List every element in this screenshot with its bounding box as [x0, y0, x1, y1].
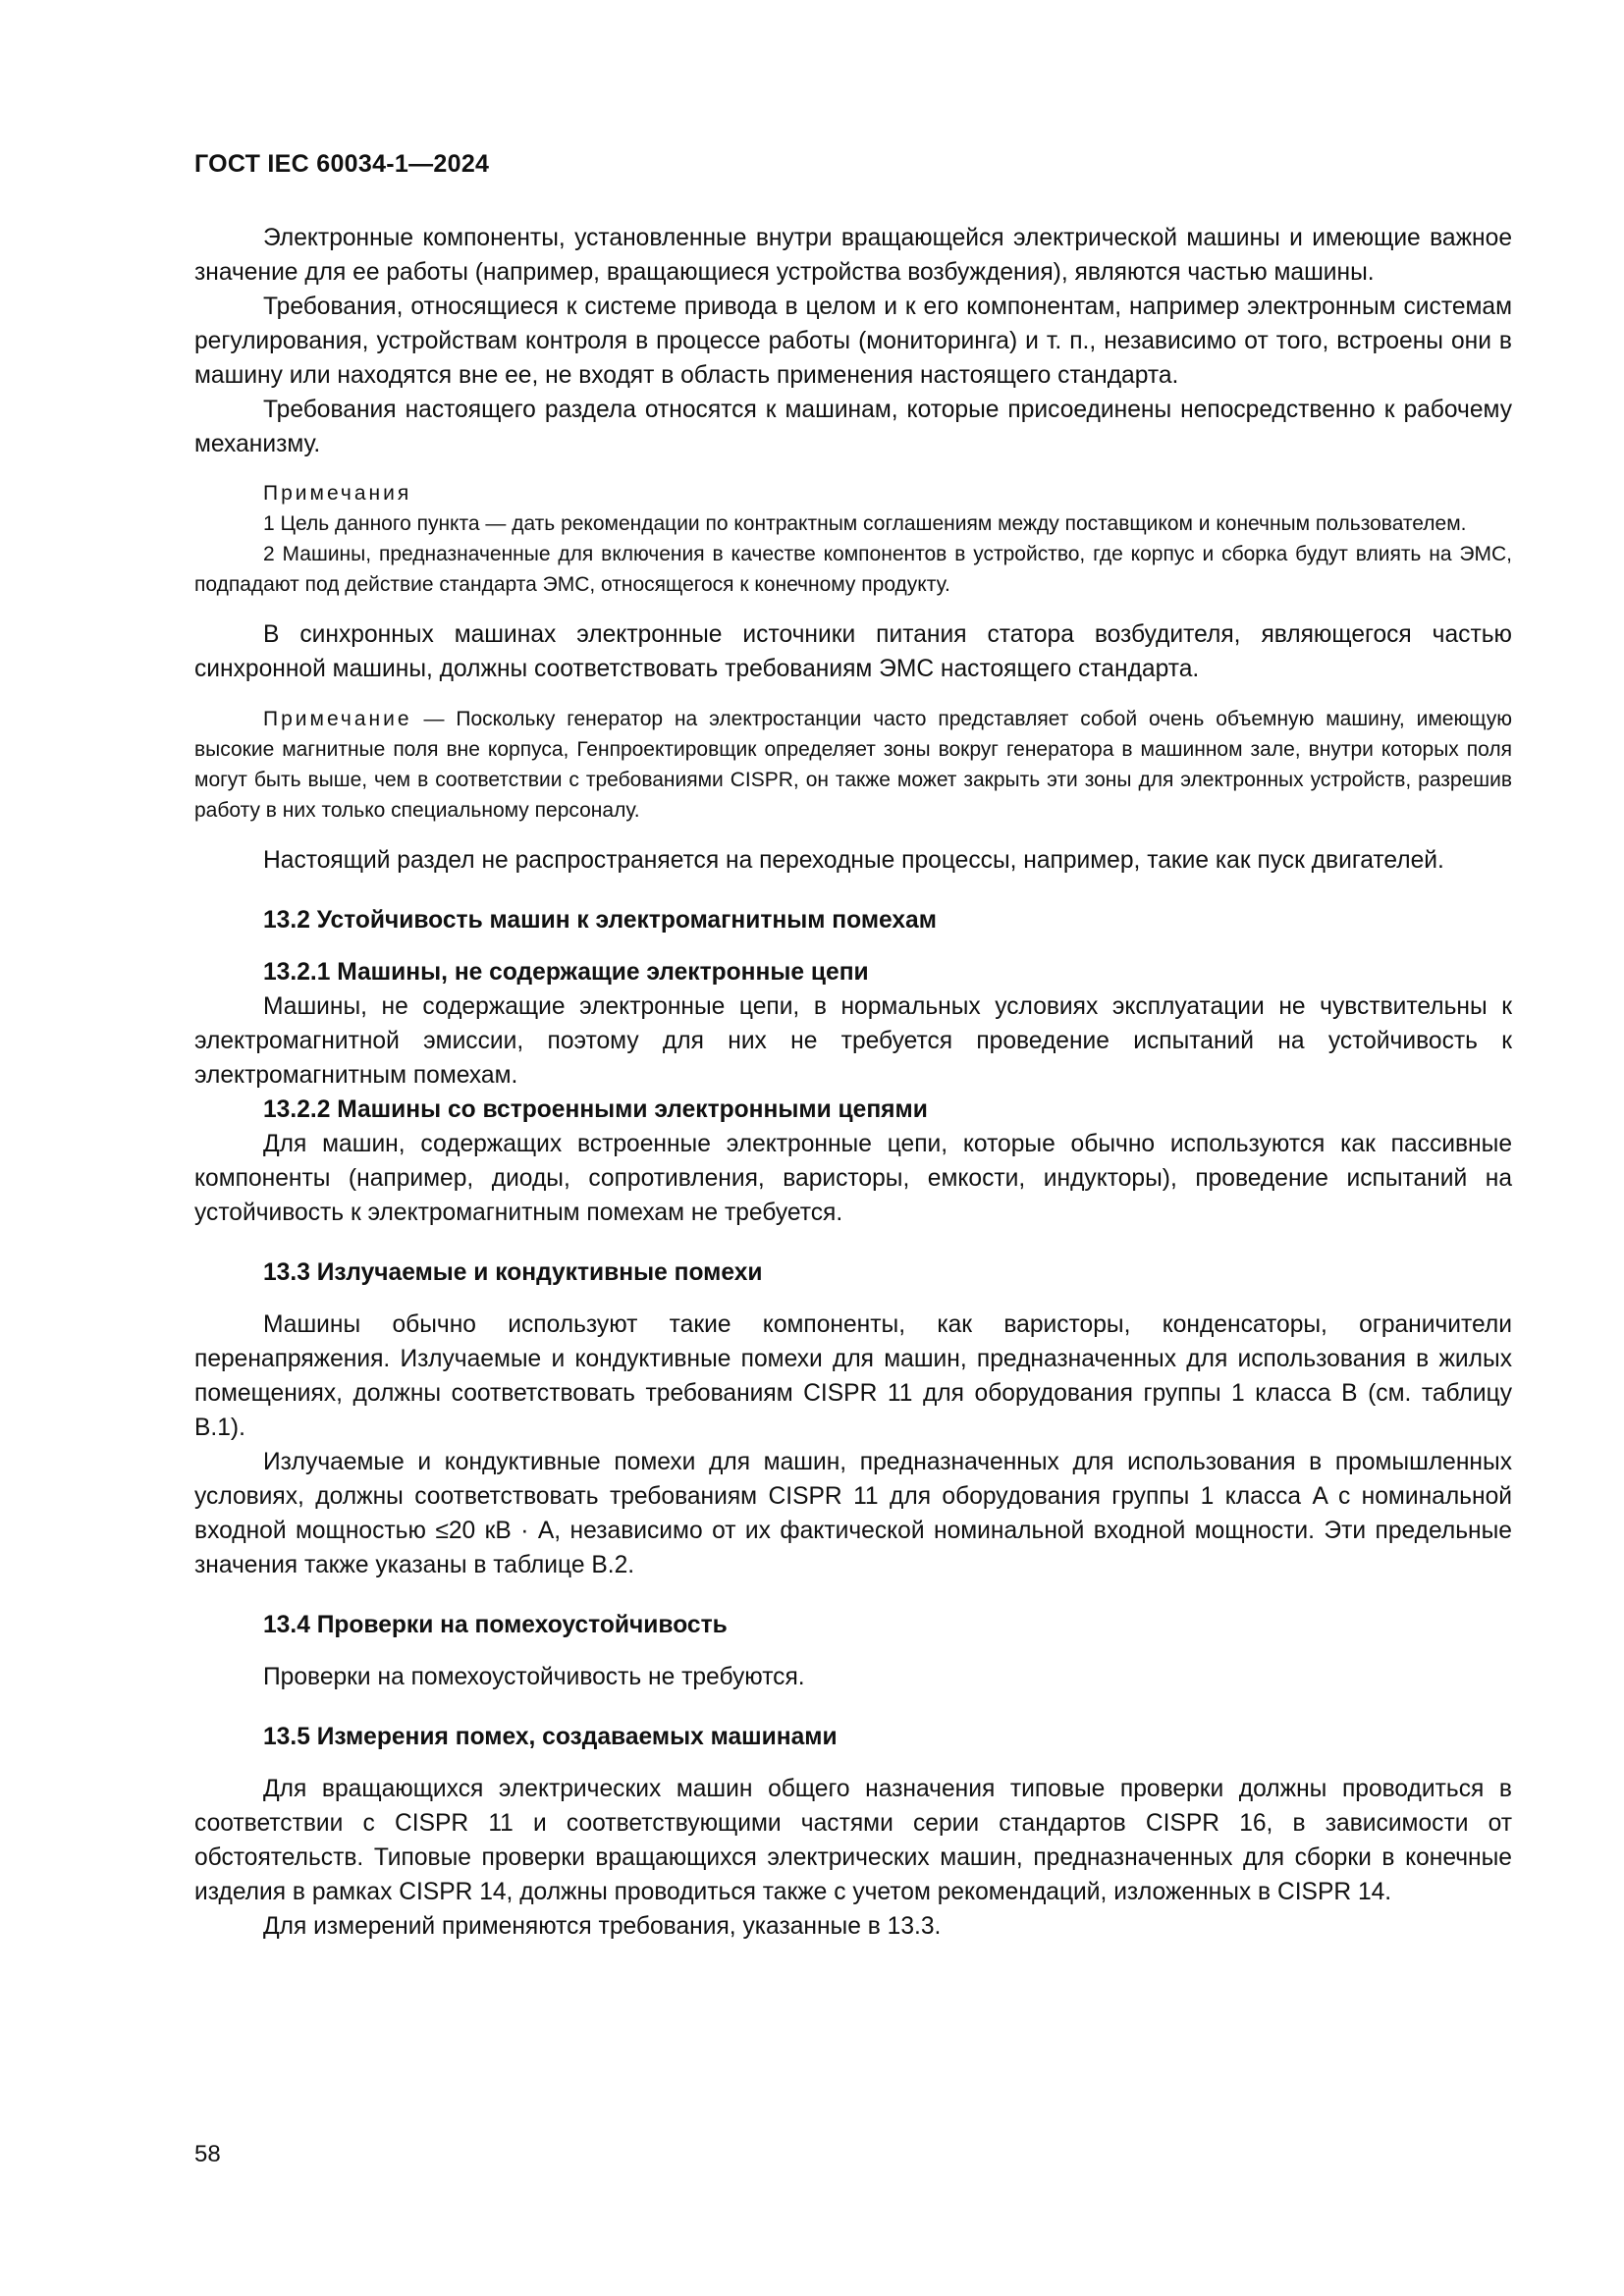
section-heading-13-3: 13.3 Излучаемые и кондуктивные помехи	[263, 1259, 763, 1286]
document-id-header: ГОСТ IEC 60034-1—2024	[194, 150, 490, 178]
section-heading-13-2-1: 13.2.1 Машины, не содержащие электронные цепи	[263, 959, 869, 986]
paragraph: Для машин, содержащих встроенные электронные цепи, которые обычно используются как пассивные компоненты (например, диоды, сопротивления, варисторы, емкости, индукторы), проведение испытаний на устойчивость к электромагнитным помехам не требуется.	[194, 1131, 1512, 1226]
paragraph: Машины, не содержащие электронные цепи, в нормальных условиях эксплуатации не чувствительны к электромагнитной эмиссии, поэтому для них не требуется проведение испытаний на устойчивость к электромагнитным помехам.	[194, 993, 1512, 1089]
section-heading-13-4: 13.4 Проверки на помехоустойчивость	[263, 1612, 728, 1638]
paragraph: В синхронных машинах электронные источники питания статора возбудителя, являющегося частью синхронной машины, должны соответствовать требованиям ЭМС настоящего стандарта.	[194, 621, 1512, 682]
paragraph: Настоящий раздел не распространяется на переходные процессы, например, такие как пуск двигателей.	[263, 847, 1444, 874]
note-item: 1 Цель данного пункта — дать рекомендации по контрактным соглашениям между поставщиком и конечным пользователем.	[263, 512, 1467, 535]
paragraph: Для измерений применяются требования, указанные в 13.3.	[263, 1913, 942, 1940]
note-item: 2 Машины, предназначенные для включения в качестве компонентов в устройство, где корпус и сборка будут влиять на ЭМС, подпадают под действие стандарта ЭМС, относящегося к конечному продукту.	[194, 543, 1512, 596]
notes-heading: Примечания	[263, 482, 412, 505]
paragraph: Требования, относящиеся к системе привода в целом и к его компонентам, например электронным системам регулирования, устройствам контроля в процессе работы (мониторинга) и т. п., независимо от того, встроены они в машину или находятся вне ее, не входят в область применения настоящего стандарта.	[194, 294, 1512, 389]
section-heading-13-2: 13.2 Устойчивость машин к электромагнитным помехам	[263, 907, 937, 934]
note	[194, 704, 1512, 826]
note-label: Примечание	[263, 708, 412, 730]
paragraph: Машины обычно используют такие компоненты, как варисторы, конденсаторы, ограничители перенапряжения. Излучаемые и кондуктивные помехи для машин, предназначенных для использования в жилых помещениях, должны соответствовать требованиям CISPR 11 для оборудования группы 1 класса B (см. таблицу B.1).	[194, 1311, 1512, 1441]
paragraph: Излучаемые и кондуктивные помехи для машин, предназначенных для использования в промышленных условиях, должны соответствовать требованиям CISPR 11 для оборудования группы 1 класса A с номинальной входной мощностью ≤20 кВ · А, независимо от их фактической номинальной входной мощности. Эти предельные значения также указаны в таблице B.2.	[194, 1449, 1512, 1578]
section-heading-13-2-2: 13.2.2 Машины со встроенными электронными цепями	[263, 1096, 928, 1123]
paragraph: Проверки на помехоустойчивость не требуются.	[263, 1664, 805, 1690]
paragraph: Требования настоящего раздела относятся к машинам, которые присоединены непосредственно к рабочему механизму.	[194, 397, 1512, 457]
paragraph: Электронные компоненты, установленные внутри вращающейся электрической машины и имеющие важное значение для ее работы (например, вращающиеся устройства возбуждения), являются частью машины.	[194, 225, 1512, 286]
page-content	[194, 221, 1512, 1944]
paragraph: Для вращающихся электрических машин общего назначения типовые проверки должны проводиться в соответствии с CISPR 11 и соответствующими частями серии стандартов CISPR 16, в зависимости от обстоятельств. Типовые проверки вращающихся электрических машин, предназначенных для сборки в конечные изделия в рамках CISPR 14, должны проводиться также с учетом рекомендаций, изложенных в CISPR 14.	[194, 1776, 1512, 1905]
page-number: 58	[194, 2141, 221, 2167]
note-text: — Поскольку генератор на электростанции часто представляет собой очень объемную машину, имеющую высокие магнитные поля вне корпуса, Генпроектировщик определяет зоны вокруг генератора в машинном зале, внутри которых поля могут быть выше, чем в соответствии с требованиями CISPR, он также может закрыть эти зоны для электронных устройств, разрешив работу в них только специальному персоналу.	[194, 708, 1512, 822]
section-heading-13-5: 13.5 Измерения помех, создаваемых машинами	[263, 1724, 838, 1750]
